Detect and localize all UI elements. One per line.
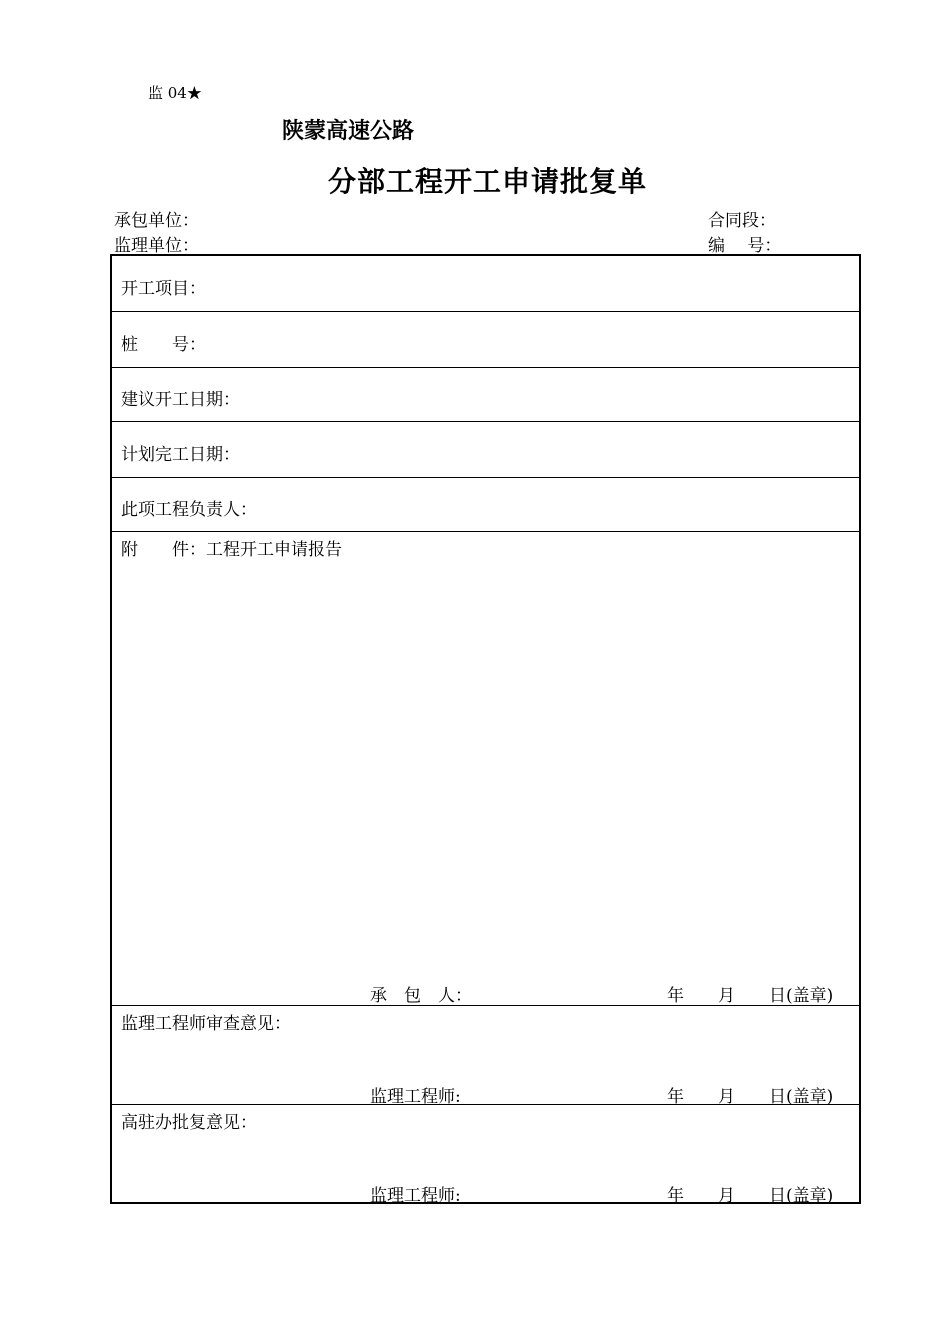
pile-number-label: 桩 号： [121, 335, 206, 355]
engineer-signature-label: 监理工程师: [370, 1087, 461, 1107]
contract-section-label: 合同段： [708, 211, 776, 231]
engineer-signature-label-2: 监理工程师: [370, 1186, 461, 1206]
row-engineer-review [112, 1006, 859, 1105]
engineer-review-label: 监理工程师审查意见： [121, 1014, 291, 1034]
row-pile-number [112, 312, 859, 368]
responsible-label: 此项工程负责人： [121, 500, 257, 520]
row-project [112, 256, 859, 312]
date-seal-label-2: 年 月 日(盖章) [667, 1087, 834, 1107]
row-proposed-start [112, 368, 859, 422]
planned-finish-label: 计划完工日期： [121, 445, 240, 465]
attachment-label: 附 件：工程开工申请报告 [121, 540, 342, 560]
organization-name: 陕蒙高速公路 [282, 119, 415, 144]
date-seal-label: 年 月 日(盖章) [667, 986, 834, 1006]
form-code: 监 04★ [148, 84, 202, 102]
contractor-label: 承包单位： [114, 211, 199, 231]
date-seal-label-3: 年 月 日(盖章) [667, 1186, 834, 1206]
project-label: 开工项目： [121, 279, 206, 299]
approval-form-table [110, 254, 861, 1204]
proposed-start-label: 建议开工日期： [121, 390, 240, 410]
row-planned-finish [112, 422, 859, 478]
page-title: 分部工程开工申请批复单 [327, 165, 647, 198]
supervisor-label: 监理单位： [114, 236, 199, 256]
row-attachment [112, 532, 859, 1006]
contractor-signature-label: 承 包 人： [370, 986, 472, 1006]
office-review-label: 高驻办批复意见： [121, 1113, 257, 1133]
number-label: 编 号： [708, 236, 782, 256]
row-office-review [112, 1105, 859, 1206]
row-responsible [112, 478, 859, 532]
